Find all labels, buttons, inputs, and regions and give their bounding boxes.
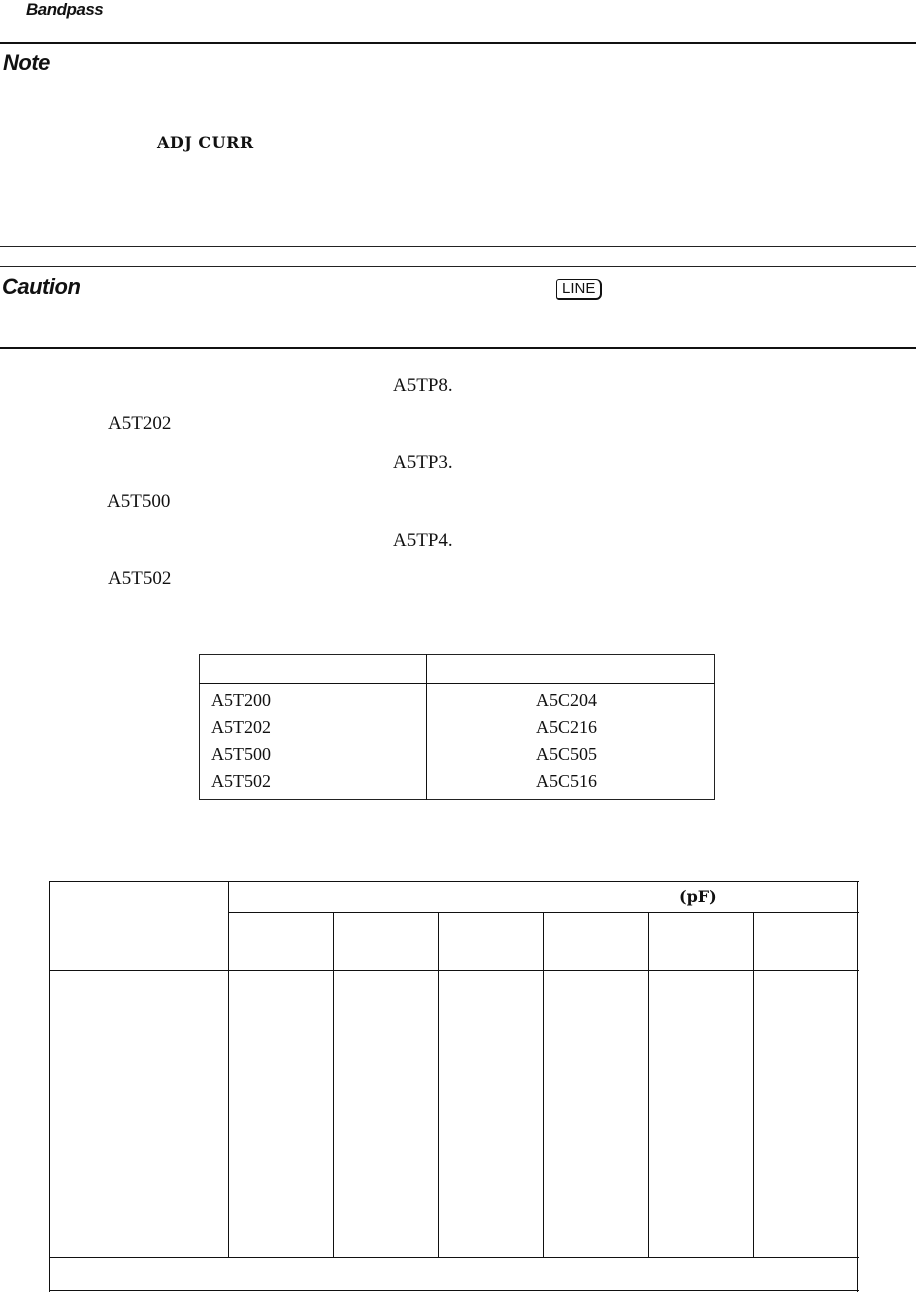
table-cell-capacitor: A5C505 bbox=[536, 744, 598, 764]
table-cell-transformer: A5T500 bbox=[211, 744, 271, 764]
footer-rule bbox=[49, 1257, 859, 1258]
table-left-border bbox=[49, 881, 50, 1292]
subheader-rule bbox=[229, 912, 859, 913]
adjustment-table bbox=[199, 654, 715, 800]
table-cell-capacitor: A5C516 bbox=[536, 771, 598, 791]
note-bottom-rule bbox=[0, 246, 916, 247]
step-t502: A5T502 bbox=[108, 568, 172, 589]
table-cell-transformer: A5T202 bbox=[211, 717, 271, 737]
table-frame bbox=[199, 654, 715, 800]
column-divider bbox=[228, 881, 229, 1258]
table-bottom-border bbox=[49, 1290, 859, 1291]
unit-label: (pF) bbox=[679, 887, 717, 906]
caution-bottom-rule bbox=[0, 347, 916, 349]
table-cell-transformer: A5T200 bbox=[211, 690, 271, 710]
section-header: Bandpass bbox=[26, 0, 104, 19]
table-cell-capacitor: A5C216 bbox=[536, 717, 598, 737]
note-label: Note bbox=[3, 50, 50, 75]
header-bottom-rule bbox=[49, 970, 859, 971]
capacitance-table bbox=[49, 881, 859, 1293]
table-right-border bbox=[857, 881, 858, 1292]
caution-label: Caution bbox=[2, 274, 81, 299]
column-divider bbox=[426, 654, 427, 800]
step-t500: A5T500 bbox=[107, 491, 171, 512]
table-cell-transformer: A5T502 bbox=[211, 771, 271, 791]
step-tp4: A5TP4. bbox=[393, 530, 453, 551]
step-t202: A5T202 bbox=[108, 413, 172, 434]
step-tp3: A5TP3. bbox=[393, 452, 453, 473]
adj-curr-softkey: ADJ CURR bbox=[157, 133, 254, 152]
note-top-rule bbox=[0, 42, 916, 44]
step-tp8: A5TP8. bbox=[393, 375, 453, 396]
column-divider bbox=[648, 912, 649, 1258]
caution-top-rule bbox=[0, 266, 916, 267]
table-cell-capacitor: A5C204 bbox=[536, 690, 598, 710]
column-divider bbox=[753, 912, 754, 1258]
column-divider bbox=[333, 912, 334, 1258]
header-divider bbox=[199, 683, 715, 684]
column-divider bbox=[543, 912, 544, 1258]
column-divider bbox=[438, 912, 439, 1258]
table-top-border bbox=[49, 881, 859, 882]
line-key-icon: LINE bbox=[556, 279, 602, 300]
